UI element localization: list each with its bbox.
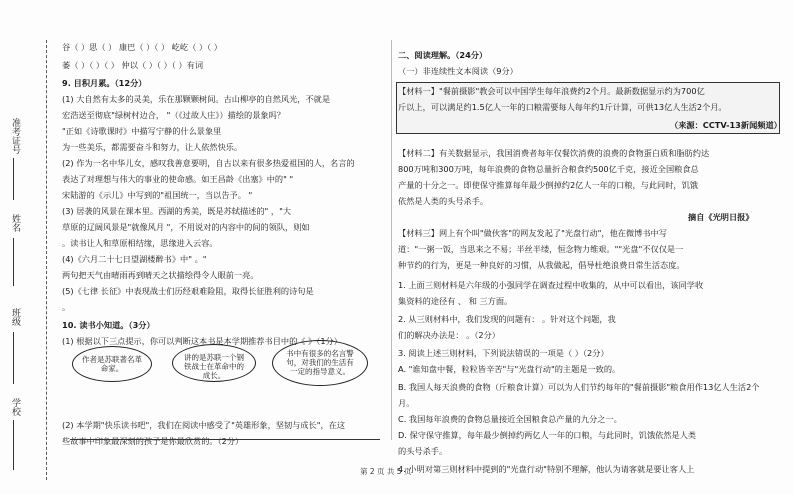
hint-bubble-2-text: 讲的是苏联一个钢铁战士在革命中的成长。: [184, 353, 244, 380]
text-line: 。读书让人和草原相结缘，思缘进入云容。: [62, 238, 218, 248]
material-3-line: 道："一粥一饭，当思来之不易；半丝半缕，恒念物力维艰。""光盘"不仅仅是一: [398, 244, 684, 254]
text-line: 草原的辽阔风景是"就像风月 "，不用说对的内容中的间的领队，则如: [62, 222, 310, 232]
option-line: D. 保守保守推算，每年最少倒掉约两亿人一年的口粮，与此同时，饥饿依然是人类: [398, 430, 697, 440]
option-line: B. 我国人每天浪费的食物（斤粮食计算）可以为人们节约每年的"餐前摄影"粮食用作13亿人生活2个: [398, 382, 760, 392]
material-1-line: 斤以上，可以满足约1.5亿人一年的口粮需要每人每年约1斤计算，可供13亿人生活2个月。: [398, 102, 727, 112]
question-9-title: 9. 目积月累。（12分）: [62, 78, 147, 88]
margin-fill-line: [13, 158, 14, 200]
material-2-line: 800万吨和300万吨，每年浪费的食物总量折合粮食约500亿千克，接近全国粮食总: [398, 164, 699, 174]
material-3-line: 种节约的行为，更是一种良好的习惯，从我做起，倡导杜绝浪费日常生活态度。: [398, 260, 685, 270]
text-line: (1) 大自然有太多的灵美，乐在那颗颗树间。古山柳亭的自然风光，不就是: [62, 94, 331, 104]
option-line: C. 我国每年浪费的食物总量接近全国粮食总产量的九分之一。: [398, 414, 622, 424]
margin-label-name: 姓名: [10, 214, 20, 232]
section-2-title: 二、阅读理解。（24分）: [398, 50, 488, 60]
pinyin-line: 谷（ ）思（ ） 康巴（ ）（ ） 屹屹（ ）（ ）: [62, 42, 222, 52]
text-line: (2) 作为一名中华儿女，感叹我善意要明，自古以来有很多热爱祖国的人，名言的: [62, 158, 355, 168]
material-2-source: 摘自《光明日报》: [688, 212, 754, 222]
binding-margin: [0, 0, 62, 494]
hint-bubble-3-text: 书中有很多的名言警句，对我们的生活有一定的指导意义。: [286, 349, 354, 376]
material-2-line: 依然是人类的头号杀手。: [398, 196, 489, 206]
text-line: 宋陆游的《示儿》中写到的"祖国统一，当以告予。 ": [62, 190, 253, 200]
question-line: 集资料的途径有 、 和 三方面。: [398, 296, 513, 306]
question-line: 们的解决办法是： 。（2分）: [398, 330, 500, 340]
text-line: (1) 根据以下三点提示，你可以判断这本书是本学期推荐书目中的《 》（1分）: [62, 336, 342, 346]
material-2-line: 产量的十分之一。即使保守推算每年最少倒掉约2亿人一年的口粮，与此同时，饥饿: [398, 180, 698, 190]
material-3-line: 【材料三】网上有个叫"做伙客"的网友发起了"光盘行动"，他在微博书中写: [398, 228, 667, 238]
hint-bubble-2: [172, 344, 256, 382]
text-line: "正如《诗歌课时》中描写宁静的什么景象里: [62, 126, 222, 136]
material-2-line: 【材料二】有关数据显示，我国消费者每年仅餐饮消费的浪费的食物蛋白质和脂肪约达: [398, 148, 710, 158]
material-1-line: 【材料一】"餐前摄影"教会可以中国学生每年浪费约2个月。最新数据显示约为700亿: [398, 86, 705, 96]
question-10-title: 10. 读书小知道。（3分）: [62, 320, 155, 330]
pinyin-line: 萎（ ）（ ）（ ） 仲以（ ）（ ）（ ）有词: [62, 60, 204, 70]
answer-line: [70, 439, 380, 440]
option-line: 月。: [398, 398, 415, 408]
binding-dash-line: [46, 40, 47, 480]
hint-bubble-1: [72, 346, 152, 382]
question-line: 4. 小明对第三则材料中提到的"光盘行动"特别不理解，他认为请客就是要让客人上: [398, 464, 695, 474]
section-2a-title: （一）非连续性文本阅读（9分）: [398, 66, 518, 76]
hint-bubble-3: [272, 340, 368, 386]
text-line: 两句把天气由晴雨再到晴天之状描绘得令人眼前一亮。: [62, 270, 259, 280]
text-line: 表达了对理想与伟大的事业的使命感。如王昌龄《出塞》中的" ": [62, 174, 294, 184]
material-1-source: （来源：CCTV-13新闻频道）: [670, 120, 782, 130]
text-line: 为一些美乐，都需要奋斗和努力，让人依然快乐。: [62, 142, 243, 152]
text-line: 些故事中印象最深刻的孩子是你最欣赏的。（2分）: [62, 436, 244, 446]
margin-fill-line: [13, 238, 14, 286]
margin-label-school: 学校: [10, 398, 20, 416]
text-line: 宏浩送至彻底"绿树村边合， "（《过故人庄》）描绘的景象吗？: [62, 110, 285, 120]
page-number: 第 2 页 共 5 页: [360, 467, 412, 476]
margin-fill-line: [13, 332, 14, 384]
text-line: (2) 本学期"快乐读书吧"，我们在阅读中感受了"英雄形象，坚韧与成长"，在这: [62, 420, 346, 430]
option-line: 的头号杀手。: [398, 446, 448, 456]
text-line: (3) 居袭的风景在课本里。西湖的秀美，既是苏轼描述的" ，"大: [62, 206, 292, 216]
column-divider: [391, 40, 392, 440]
question-line: 1. 上面三则材料是六年级的小强同学在调查过程中收集的，从中可以看出，该同学收: [398, 280, 704, 290]
question-line: 2. 从三则材料中，我们发现的问题有： 。针对这个问题，我: [398, 314, 616, 324]
margin-label-exam-number: 准考证号: [10, 118, 20, 154]
text-line: (4)《六月二十七日望湖楼醉书》中" 。": [62, 254, 207, 264]
option-line: A. "谁知盘中餐，粒粒皆辛苦"与"光盘行动"的主题是一致的。: [398, 364, 621, 374]
margin-fill-line: [13, 420, 14, 470]
hint-bubble-1-text: 作者是苏联著名革命家。: [82, 355, 142, 373]
text-line: (5)《七律 长征》中表现战士们历经艰难险阻，取得长征胜利的诗句是: [62, 286, 314, 296]
text-line: 。: [62, 302, 71, 312]
question-line: 3. 阅读上述三则材料，下列说法错误的一项是（ ）（2分）: [398, 348, 609, 358]
margin-label-class: 班级: [10, 308, 20, 326]
